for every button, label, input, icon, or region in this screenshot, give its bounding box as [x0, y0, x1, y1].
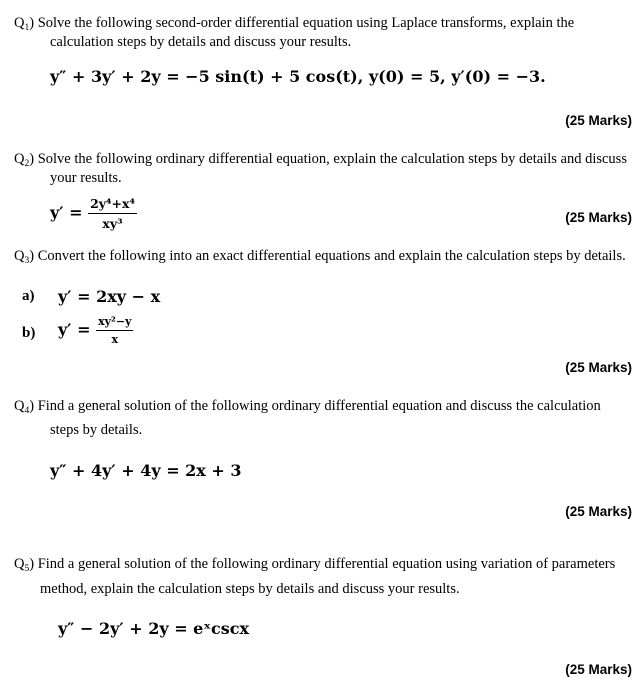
question-3	[14, 247, 639, 268]
question-4	[14, 397, 634, 418]
question-4-text-line2: steps by details.	[50, 422, 143, 438]
question-3-part-b-denominator: x	[111, 333, 119, 346]
question-1-text-line1: Solve the following second-order differential equation using Laplace transforms, explain the	[37, 15, 575, 31]
question-3-marks: (25 Marks)	[565, 360, 632, 375]
question-3-part-a-label: a)	[22, 288, 35, 304]
question-1-text-line2: calculation steps by details and discuss your results.	[50, 34, 352, 50]
question-3-text-line1: Convert the following into an exact differential equations and explain the calculation steps by details.	[37, 248, 626, 264]
question-2-marks: (25 Marks)	[565, 210, 632, 225]
question-2-fraction	[88, 196, 137, 231]
question-3-part-b-label: b)	[22, 325, 36, 341]
question-2-numerator: 2y⁴+x⁴	[88, 196, 137, 214]
question-1-marks: (25 Marks)	[565, 113, 632, 128]
question-2-denominator: xy³	[102, 216, 123, 231]
question-2-text-line1: Solve the following ordinary differential equation, explain the calculation steps by details and discuss	[37, 151, 627, 167]
question-4-number: $Q_4$)	[14, 398, 35, 416]
question-2-equation	[50, 196, 137, 231]
question-3-part-b-fraction	[96, 315, 133, 346]
question-4-marks: (25 Marks)	[565, 504, 632, 519]
question-3-number: $Q_3$)	[14, 248, 35, 266]
question-3-part-a-equation: y′ = 2xy − x	[58, 287, 161, 306]
question-5-text-line1: Find a general solution of the following ordinary differential equation using variation of parameters	[37, 556, 616, 572]
question-2-text-line2: your results.	[50, 170, 122, 186]
question-5	[14, 555, 639, 576]
question-1	[14, 14, 634, 35]
question-1-equation: y″ + 3y′ + 2y = −5 sin(t) + 5 cos(t), y(0) = 5, y′(0) = −3.	[50, 67, 546, 86]
question-3-part-b-numerator: xy²−y	[96, 315, 133, 331]
question-4-equation: y″ + 4y′ + 4y = 2x + 3	[50, 461, 242, 480]
question-1-number: $Q_1$)	[14, 15, 35, 33]
question-2-lhs: y′ =	[50, 203, 83, 222]
question-2	[14, 150, 634, 171]
question-5-marks: (25 Marks)	[565, 662, 632, 677]
question-4-text-line1: Find a general solution of the following ordinary differential equation and discuss the calculation	[37, 398, 601, 414]
question-3-part-b-equation	[58, 315, 133, 346]
question-3-part-b-lhs: y′ =	[58, 320, 91, 339]
question-2-number: $Q_2$)	[14, 151, 35, 169]
question-5-number: $Q_5$)	[14, 556, 35, 574]
question-5-equation: y″ − 2y′ + 2y = eˣcscx	[58, 619, 249, 638]
question-5-text-line2: method, explain the calculation steps by details and discuss your results.	[40, 581, 460, 597]
